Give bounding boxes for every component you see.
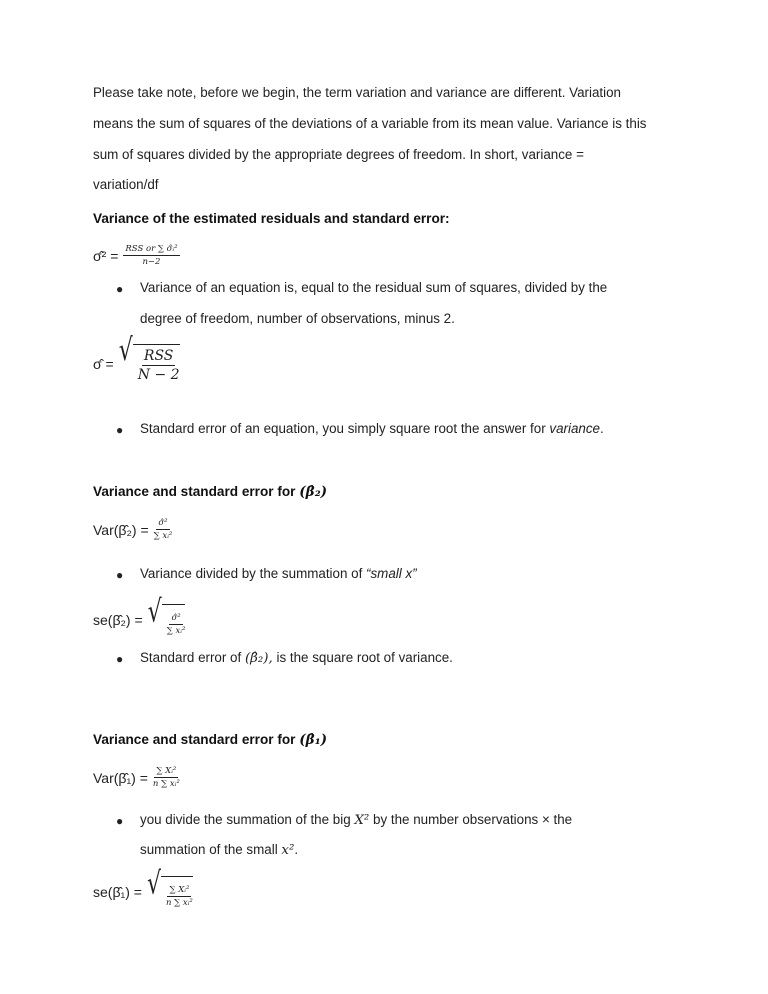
formula-numerator: RSS or ∑ σ̂ᵢ²: [125, 244, 178, 254]
emphasis: variance: [549, 421, 601, 436]
formula-denominator: ∑ xᵢ²: [166, 626, 186, 636]
section-heading: [93, 732, 327, 748]
text: by the number observations × the: [369, 812, 573, 827]
formula-denominator: n ∑ xᵢ²: [165, 898, 193, 908]
formula-denominator: n ∑ xᵢ²: [152, 779, 180, 789]
bullet-text: [140, 650, 453, 666]
text: you divide the summation of the big: [140, 812, 355, 827]
formula-denominator: N − 2: [137, 367, 180, 383]
formula-numerator: σ̂²: [171, 613, 181, 623]
bullet-icon: ●: [116, 568, 124, 582]
formula-lhs: σ̂² =: [93, 247, 119, 264]
formula-residual-variance: [93, 244, 180, 267]
formula-lhs: Var(β̂₁) =: [93, 769, 148, 786]
text: Variance and standard error for: [93, 732, 300, 747]
bullet-text: Variance of an equation is, equal to the residual sum of squares, divided by the: [140, 280, 608, 295]
formula-numerator: RSS: [143, 348, 174, 364]
formula-numerator: ∑ Xᵢ²: [169, 885, 190, 895]
symbol: (β̂₂): [299, 484, 328, 500]
formula-lhs: se(β̂₁) =: [93, 884, 142, 900]
formula-denominator: n−2: [142, 257, 161, 267]
sqrt-icon: √: [118, 333, 133, 369]
emphasis: “small x”: [366, 566, 417, 581]
formula-lhs: Var(β̂₂) =: [93, 521, 149, 538]
text: .: [600, 421, 604, 436]
bullet-text: [140, 842, 298, 858]
bullet-text: [140, 566, 417, 581]
formula-denominator: ∑ xᵢ²: [153, 531, 173, 541]
formula-numerator: ∑ Xᵢ²: [156, 766, 177, 776]
bullet-icon: ●: [116, 282, 124, 296]
bullet-text: degree of freedom, number of observations, minus 2.: [140, 311, 455, 326]
formula-lhs: σ̂ =: [93, 355, 114, 372]
symbol: x²: [281, 843, 295, 858]
formula-numerator: σ̂²: [158, 518, 168, 528]
bullet-icon: ●: [116, 652, 124, 666]
symbol: (β̂₂),: [244, 651, 273, 666]
text-line: sum of squares divided by the appropriate degrees of freedom. In short, variance =: [93, 147, 584, 162]
text-line: means the sum of squares of the deviations of a variable from its mean value. Variance is this: [93, 116, 647, 131]
sqrt-icon: √: [147, 594, 162, 630]
formula-se-beta1: [93, 866, 193, 908]
text: Variance and standard error for: [93, 484, 300, 499]
bullet-icon: ●: [116, 423, 124, 437]
text: Variance divided by the summation of: [140, 566, 367, 581]
formula-lhs: se(β̂₂) =: [93, 612, 143, 628]
symbol: X²: [354, 813, 370, 828]
bullet-text: [140, 812, 572, 828]
text: Standard error of: [140, 650, 245, 665]
formula-var-beta1: [93, 766, 180, 789]
text-line: variation/df: [93, 177, 159, 192]
text: summation of the small: [140, 842, 282, 857]
formula-se-beta2: [93, 594, 186, 636]
formula-var-beta2: [93, 518, 172, 541]
text: Standard error of an equation, you simply square root the answer for: [140, 421, 550, 436]
section-heading: Variance of the estimated residuals and standard error:: [93, 211, 450, 226]
text: .: [294, 842, 299, 857]
text: is the square root of variance.: [272, 650, 453, 665]
bullet-text: [140, 421, 604, 436]
symbol: (β̂₁): [299, 732, 328, 748]
text-line: Please take note, before we begin, the term variation and variance are different. Variation: [93, 85, 622, 100]
bullet-icon: ●: [116, 814, 124, 828]
sqrt-icon: √: [146, 866, 161, 902]
section-heading: [93, 484, 327, 500]
formula-standard-error: [93, 333, 180, 383]
